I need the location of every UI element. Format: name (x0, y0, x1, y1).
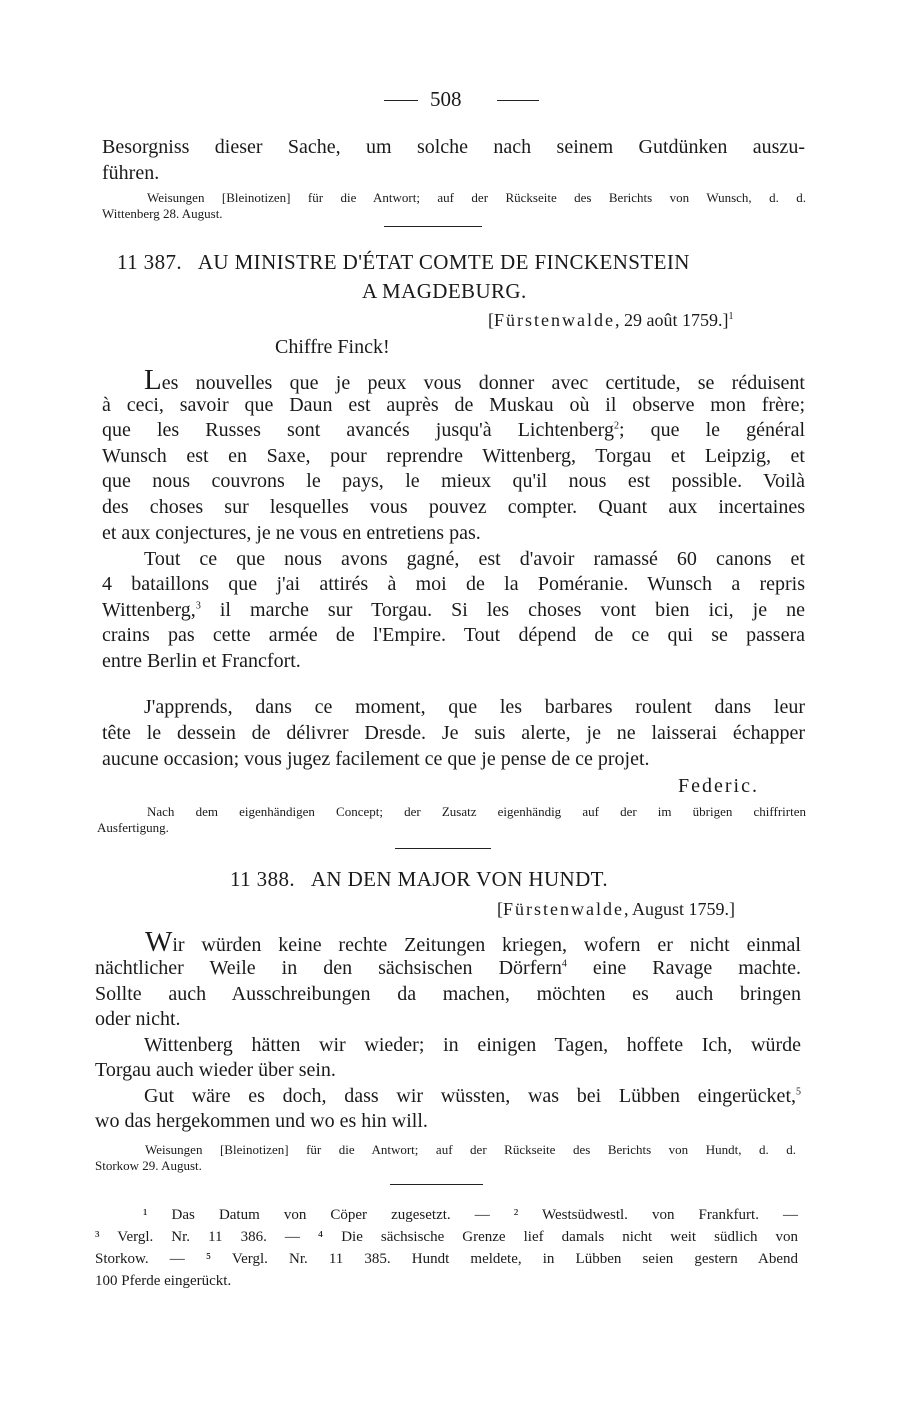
text-line: que les Russes sont avancés jusqu'à Lichtenberg$^2$; que le général (102, 419, 806, 441)
letter-title-line2: A MAGDEBURG. (362, 279, 527, 303)
bracket-open: [ (488, 310, 494, 330)
text-line: Sollte auch Ausschreibungen da machen, möchten es auch bringen (95, 983, 801, 1005)
footnote-ref: 3 (195, 600, 201, 612)
text-line: que nous couvrons le pays, le mieux qu'il nous est possible. Voilà (102, 470, 805, 492)
header-rule-left (384, 100, 418, 101)
text-line: et aux conjectures, je ne vous en entretiens pas. (102, 522, 481, 544)
text-line: oder nicht. (95, 1008, 181, 1030)
date-text: , August 1759.] (623, 899, 735, 919)
letter-number: 11 388. (230, 867, 296, 891)
editorial-note: Ausfertigung. (97, 820, 169, 835)
letter-dateline (497, 899, 735, 920)
text-line: Torgau auch wieder über sein. (95, 1059, 336, 1081)
footnote-line: 100 Pferde eingerückt. (95, 1273, 232, 1289)
date-text: , 29 août 1759.] (614, 310, 729, 330)
editorial-note: Wittenberg 28. August. (102, 206, 223, 221)
letter-heading (230, 867, 608, 892)
text-line: Wunsch est en Saxe, pour reprendre Wittenberg, Torgau et Leipzig, et (102, 445, 805, 467)
letter-number: 11 387. (117, 250, 183, 274)
text-line: aucune occasion; vous jugez facilement ce que je pense de ce projet. (102, 748, 650, 770)
text-line: à ceci, savoir que Daun est auprès de Muskau où il observe mon frère; (102, 394, 805, 416)
page-number: 508 (430, 87, 462, 111)
letter-title: AN DEN MAJOR VON HUNDT. (310, 867, 608, 891)
text-line: Besorgniss dieser Sache, um solche nach seinem Gutdünken auszu- (102, 136, 805, 158)
footnote-line: ³ Vergl. Nr. 11 386. — ⁴ Die sächsische Grenze lief damals nicht weit südlich von (95, 1229, 798, 1245)
text-line: nächtlicher Weile in den sächsischen Dörfern$^4$ eine Ravage machte. (95, 957, 801, 979)
editorial-note: Nach dem eigenhändigen Concept; der Zusatz eigenhändig auf der im übrigen chiffrirten (147, 804, 806, 819)
text-line: tête le dessein de délivrer Dresde. Je suis alerte, je ne laisserai échapper (102, 722, 805, 744)
signature: Federic. (678, 775, 759, 797)
section-divider (395, 848, 491, 849)
text-line: führen. (102, 162, 160, 184)
place-name: Fürstenwalde (503, 899, 624, 919)
footnote-ref: 5 (796, 1086, 801, 1098)
footnote-line: Storkow. — ⁵ Vergl. Nr. 11 385. Hundt meldete, in Lübben seien gestern Abend (95, 1251, 798, 1267)
footnote-ref: 1 (728, 311, 734, 322)
letter-heading (117, 250, 690, 275)
text-line: entre Berlin et Francfort. (102, 650, 301, 672)
bracket-open: [ (497, 899, 503, 919)
text-line: 4 bataillons que j'ai attirés à moi de la Poméranie. Wunsch a repris (102, 573, 805, 595)
editorial-note: Storkow 29. August. (95, 1158, 202, 1173)
drop-cap: L (144, 364, 162, 396)
place-name: Fürstenwalde (494, 310, 615, 330)
text-line: Tout ce que nous avons gagné, est d'avoir ramassé 60 canons et (144, 548, 805, 570)
text-line: Wir würden keine rechte Zeitungen kriegen, wofern er nicht einmal (145, 926, 801, 958)
text-line: des choses sur lesquelles vous pouvez compter. Quant aux incertaines (102, 496, 805, 518)
section-divider (390, 1184, 483, 1185)
footnote-ref: 2 (613, 420, 619, 432)
text-line: Wittenberg hätten wir wieder; in einigen Tagen, hoffete Ich, würde (144, 1034, 801, 1056)
text-line: wo das hergekommen und wo es hin will. (95, 1110, 428, 1132)
text-line: J'apprends, dans ce moment, que les barbares roulent dans leur (144, 696, 805, 718)
text-line: Wittenberg,$^3$ il marche sur Torgau. Si les choses vont bien ici, je ne (102, 599, 805, 621)
footnote-ref: 4 (561, 958, 567, 970)
text-line: Les nouvelles que je peux vous donner avec certitude, se réduisent (144, 364, 805, 396)
letter-dateline (488, 310, 733, 331)
section-divider (384, 226, 482, 227)
cipher-note: Chiffre Finck! (275, 336, 390, 358)
letter-title: AU MINISTRE D'ÉTAT COMTE DE FINCKENSTEIN (197, 250, 690, 274)
editorial-note: Weisungen [Bleinotizen] für die Antwort; auf der Rückseite des Berichts von Hundt, d. d. (145, 1142, 796, 1157)
header-rule-right (497, 100, 539, 101)
footnote-line: ¹ Das Datum von Cöper zugesetzt. — ² Westsüdwestl. von Frankfurt. — (143, 1207, 798, 1223)
drop-cap: W (145, 926, 173, 958)
editorial-note: Weisungen [Bleinotizen] für die Antwort; auf der Rückseite des Berichts von Wunsch, d. d. (147, 190, 806, 205)
text-line: crains pas cette armée de l'Empire. Tout dépend de ce qui se passera (102, 624, 805, 646)
text-line: Gut wäre es doch, dass wir wüssten, was bei Lübben eingerücket,$^5$ (144, 1085, 801, 1107)
